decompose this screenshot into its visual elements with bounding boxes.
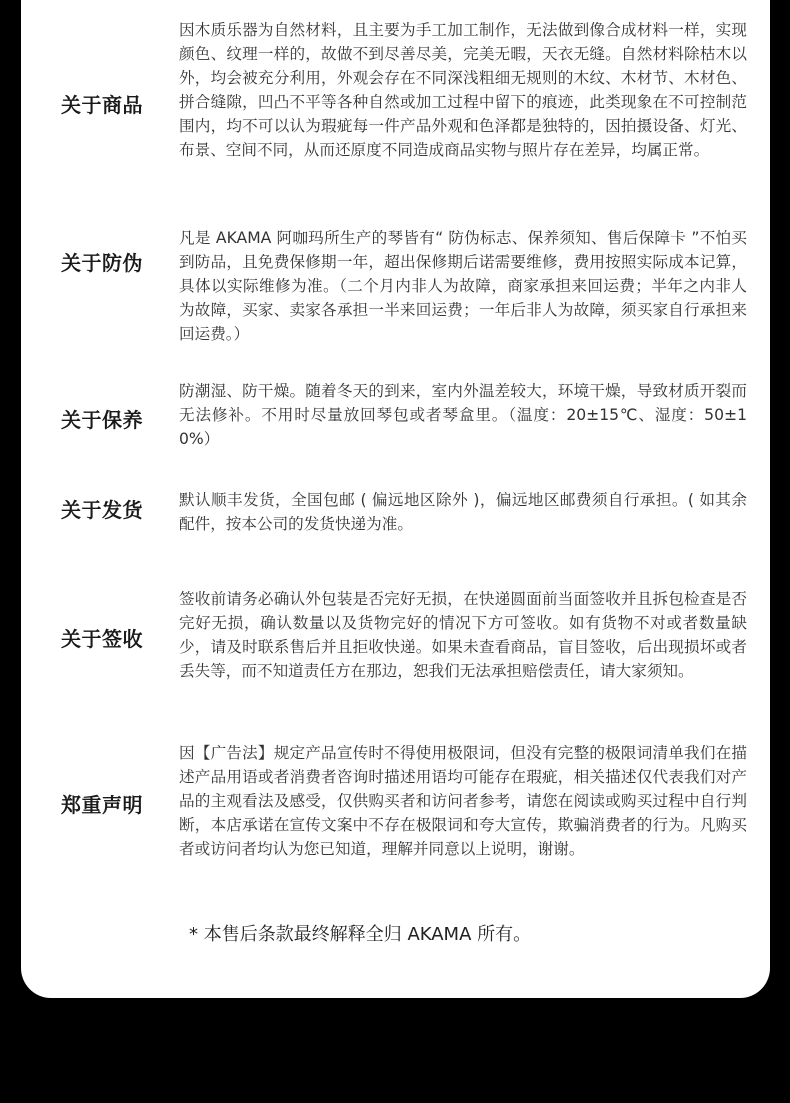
section-title: 关于防伪 xyxy=(61,251,143,275)
section-title: 关于签收 xyxy=(61,627,143,651)
section-title: 关于商品 xyxy=(61,93,143,117)
section-text: 因木质乐器为自然材料，且主要为手工加工制作，无法做到像合成材料一样，实现颜色、纹理一样的，故做不到尽善尽美，完美无暇，天衣无缝。自然材料除枯木以外，均会被充分利用，外观会存在不同深浅粗细无规则的木纹、木材节、木材色、拼合缝隙，凹凸不平等各种自然或加工过程中留下的痕迹，此类现象在不可控制范围内，均不可以认为瑕疵每一件产品外观和色泽都是独特的，因拍摄设备、灯光、布景、空间不同，从而还原度不同造成商品实物与照片存在差异，均属正常。 xyxy=(179,21,747,159)
section-title: 关于发货 xyxy=(61,498,143,522)
section-title: 郑重声明 xyxy=(61,793,143,817)
section-text: 防潮湿、防干燥。随着冬天的到来，室内外温差较大，环境干燥，导致材质开裂而无法修补。不用时尽量放回琴包或者琴盒里。（温度：20±15℃、湿度：50±10%） xyxy=(179,382,747,448)
section-text: 凡是 AKAMA 阿咖玛所生产的琴皆有“ 防伪标志、保养须知、售后保障卡 ”不怕买到防品，且免费保修期一年，超出保修期后诺需要维修，费用按照实际成本记算，具体以实际维修为准。（二个月内非人为故障，商家承担来回运费；半年之内非人为故障，买家、卖家各承担一半来回运费；一年后非人为故障，须买家自行承担来回运费。） xyxy=(179,229,747,343)
section-title: 关于保养 xyxy=(61,408,143,432)
section-text: 默认顺丰发货，全国包邮 ( 偏远地区除外 )，偏远地区邮费须自行承担。( 如其余配件，按本公司的发货快递为准。 xyxy=(179,491,747,533)
section-text: 因【广告法】规定产品宣传时不得使用极限词，但没有完整的极限词清单我们在描述产品用语或者消费者咨询时描述用语均可能存在瑕疵，相关描述仅代表我们对产品的主观看法及感受，仅供购买者和访问者参考，请您在阅读或购买过程中自行判断，本店承诺在宣传文案中不存在极限词和夸大宣传，欺骗消费者的行为。凡购买者或访问者均认为您已知道，理解并同意以上说明，谢谢。 xyxy=(179,744,747,858)
after-sales-terms-card xyxy=(21,0,770,998)
footnote: * 本售后条款最终解释全归 AKAMA 所有。 xyxy=(189,924,532,945)
section-text: 签收前请务必确认外包装是否完好无损，在快递圆面前当面签收并且拆包检查是否完好无损，确认数量以及货物完好的情况下方可签收。如有货物不对或者数量缺少，请及时联系售后并且拒收快递。如果未查看商品，盲目签收，后出现损坏或者丢失等，而不知道责任方在那边，恕我们无法承担赔偿责任，请大家须知。 xyxy=(179,590,747,680)
